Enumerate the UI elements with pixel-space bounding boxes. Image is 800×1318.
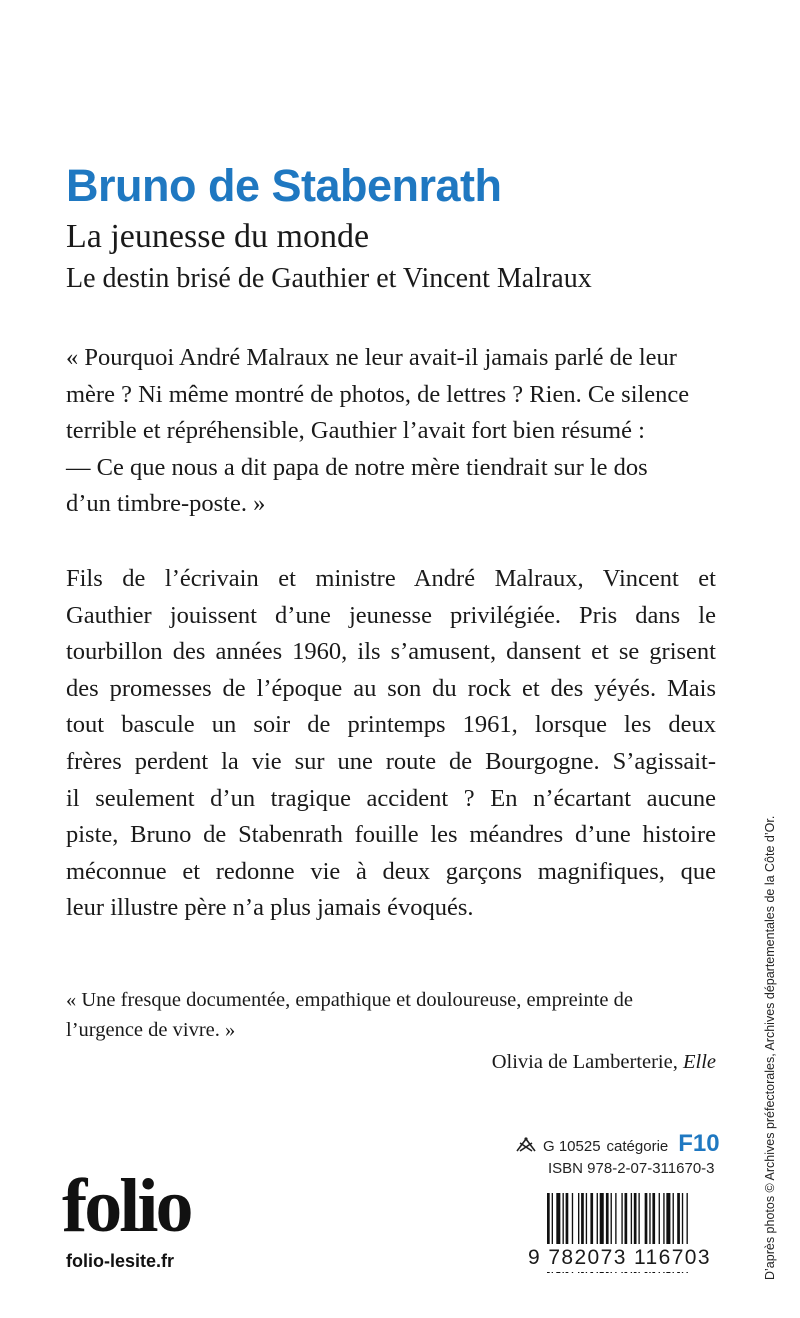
summary-line: Fils de l’écrivain et ministre André Malraux, Vincent et <box>66 565 716 592</box>
category-code: F10 <box>678 1130 720 1157</box>
summary-line: piste, Bruno de Stabenrath fouille les méandres d’une histoire <box>66 821 716 849</box>
catalog-info <box>515 1130 720 1177</box>
summary-line: des promesses de l’époque au son du rock et des yéyés. Mais <box>66 674 716 702</box>
summary-line: tourbillon des années 1960, ils s’amusent, dansent et se grisent <box>66 638 716 666</box>
quote-line: d’un timbre-poste. » <box>66 490 266 518</box>
quote-line: mère ? Ni même montré de photos, de lettres ? Rien. Ce silence <box>66 380 690 408</box>
gallimard-logo-icon <box>515 1136 537 1154</box>
summary-paragraph <box>66 561 716 927</box>
category-label: catégorie <box>606 1138 669 1155</box>
publisher-website: folio-lesite.fr <box>66 1251 175 1271</box>
review-line: l’urgence de vivre. » <box>66 1019 236 1041</box>
folio-logo: folio <box>62 1164 191 1248</box>
review-source: Elle <box>682 1051 716 1073</box>
catalog-code: G 10525 <box>543 1138 601 1155</box>
book-subtitle: Le destin brisé de Gauthier et Vincent Malraux <box>66 263 592 294</box>
quote-line: — Ce que nous a dit papa de notre mère tiendrait sur le dos <box>66 453 648 481</box>
quote-line: terrible et répréhensible, Gauthier l’avait fort bien résumé : <box>66 417 645 445</box>
author-name: Bruno de Stabenrath <box>66 160 502 211</box>
isbn: ISBN 978-2-07-311670-3 <box>548 1160 715 1177</box>
press-review <box>66 985 716 1077</box>
review-attribution <box>66 1047 716 1077</box>
review-line: « Une fresque documentée, empathique et douloureuse, empreinte de <box>66 989 633 1011</box>
photo-credit: D’après photos © Archives préfectorales, Archives départementales de la Côte d’Or. <box>763 815 777 1280</box>
summary-line: frères perdent la vie sur une route de Bourgogne. S’agissait- <box>66 747 716 775</box>
quote-line: « Pourquoi André Malraux ne leur avait-il jamais parlé de leur <box>66 344 677 371</box>
barcode-number: 9 782073 116703 <box>528 1244 742 1272</box>
review-author: Olivia de Lamberterie, <box>491 1051 683 1073</box>
summary-line: il seulement d’un tragique accident ? En n’écartant aucune <box>66 784 716 812</box>
summary-line: méconnue et redonne vie à deux garçons magnifiques, que <box>66 857 716 885</box>
summary-line: Gauthier jouissent d’une jeunesse privilégiée. Pris dans le <box>66 601 716 629</box>
summary-line: tout bascule un soir de printemps 1961, lorsque les deux <box>66 711 716 739</box>
summary-line: leur illustre père n’a plus jamais évoqués. <box>66 894 474 922</box>
opening-quote <box>66 340 716 523</box>
book-title: La jeunesse du monde <box>66 218 370 255</box>
